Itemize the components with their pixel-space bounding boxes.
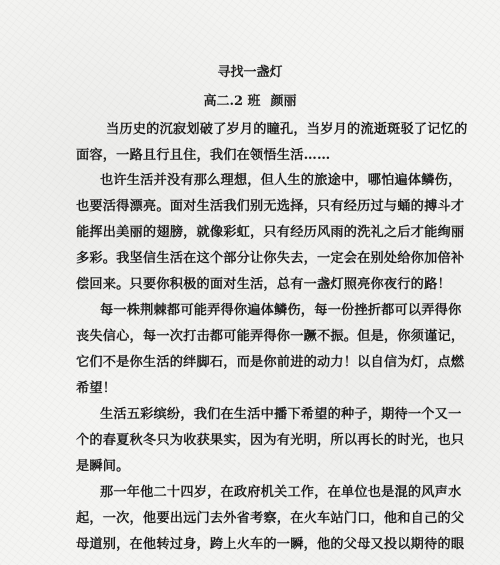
text-line: 是瞬间。	[76, 459, 130, 474]
text-line: 每一株荆棘都可能弄得你遍体鳞伤，每一份挫折都可以弄得你	[100, 303, 462, 318]
text-line: 生活五彩缤纷，我们在生活中播下希望的种子，期待一个又一	[100, 407, 462, 422]
text-line: 丧失信心，每一次打击都可能弄得你一蹶不振。但是，你须谨记，	[76, 329, 465, 344]
text-line: 当历史的沉寂划破了岁月的瞳孔，当岁月的流逝斑驳了记忆的	[106, 122, 468, 137]
text-line: 能挥出美丽的翅膀，就像彩虹，只有经历风雨的洗礼之后才能绚丽	[76, 225, 465, 240]
text-line: 那一年他二十四岁，在政府机关工作，在单位也是混的风声水	[100, 485, 462, 500]
text-line: 也许生活并没有那么理想，但人生的旅途中，哪怕遍体鳞伤，	[100, 173, 462, 188]
essay-title: 寻找一盏灯	[217, 65, 283, 80]
author-class: 高二.2 班	[203, 94, 261, 109]
text-line: 希望！	[76, 381, 117, 396]
text-line: 多彩。我坚信生活在这个部分让你失去，一定会在别处给你加倍补	[76, 251, 465, 266]
text-line: 面容，一路且行且住，我们在领悟生活……	[76, 148, 331, 163]
text-line: 偿回来。只要你积极的面对生活，总有一盏灯照亮你夜行的路！	[76, 277, 451, 292]
text-line: 母道别，在他转过身，跨上火车的一瞬，他的父母又投以期待的眼	[76, 537, 465, 552]
text-line: 也要活得漂亮。面对生活我们别无选择，只有经历过与蛹的搏斗才	[76, 199, 465, 214]
author-line	[0, 93, 500, 111]
text-line: 起，一次，他要出远门去外省考察，在火车站门口，他和自己的父	[76, 511, 465, 526]
author-name: 颜丽	[270, 94, 297, 109]
text-line: 个的春夏秋冬只为收获果实，因为有光明，所以再长的时光，也只	[76, 433, 465, 448]
text-line: 它们不是你生活的绊脚石，而是你前进的动力！以自信为灯，点燃	[76, 355, 465, 370]
